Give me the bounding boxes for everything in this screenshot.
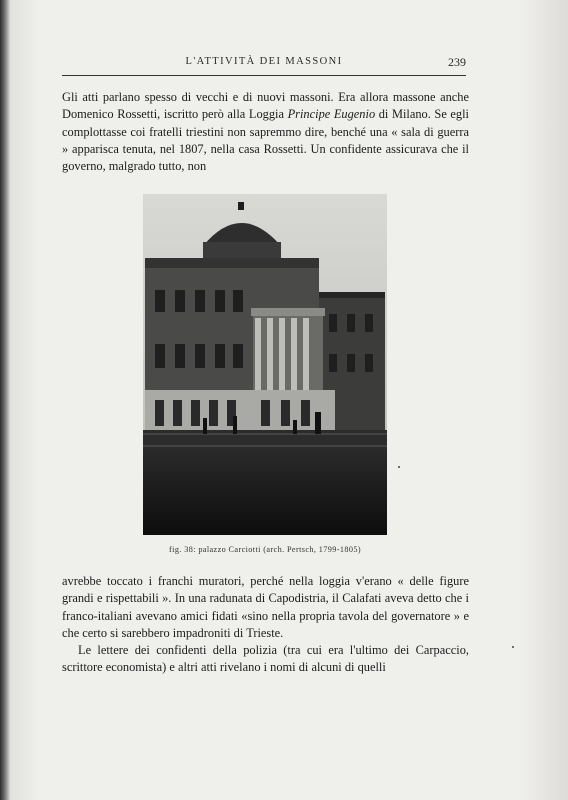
running-title: L'ATTIVITÀ DEI MASSONI [185, 56, 343, 67]
paragraph: avrebbe toccato i franchi muratori, perché nella loggia v'erano « delle figure grandi e rispettabili ». In una radunata di Capodistria, il Calafati aveva detto che i franco-italiani avevano amici fidati «sino nella propria tavola del governatore » e che certo si sarebbero impadroniti di Trieste. [62, 574, 469, 640]
header-rule [62, 75, 466, 76]
figure-photo-palazzo [143, 194, 387, 535]
paragraph: Le lettere dei confidenti della polizia (tra cui era l'ultimo dei Carpaccio, scrittore economista) e altri atti rivelano i nomi di alcuni di quelli [62, 643, 469, 675]
building-photo [143, 194, 387, 535]
figure-caption: fig. 38: palazzo Carciotti (arch. Pertsch, 1799-1805) [169, 545, 361, 554]
text-segment: Gli atti parlano spesso di vecchi e di nuovi massoni. Era allora massone anche Domenico Rossetti, iscritto però alla Loggia [62, 90, 469, 122]
print-speck [398, 466, 400, 468]
text-segment: di Milano. Se egli complottasse coi fratelli triestini non sapremmo dire, benché una « sala di guerra » apparisca tenuta, nel 1807, nella casa Rossetti. Un confidente assicurava che il governo, malgrado tutto, non [62, 107, 469, 174]
paragraph [62, 89, 469, 175]
print-speck [512, 646, 514, 648]
body-text-top [62, 89, 469, 175]
body-text-bottom [62, 573, 469, 677]
page-number: 239 [448, 55, 466, 69]
page-binding-edge [0, 0, 10, 800]
running-header [62, 56, 466, 74]
italic-lodge-name: Principe Eugenio [287, 107, 376, 122]
